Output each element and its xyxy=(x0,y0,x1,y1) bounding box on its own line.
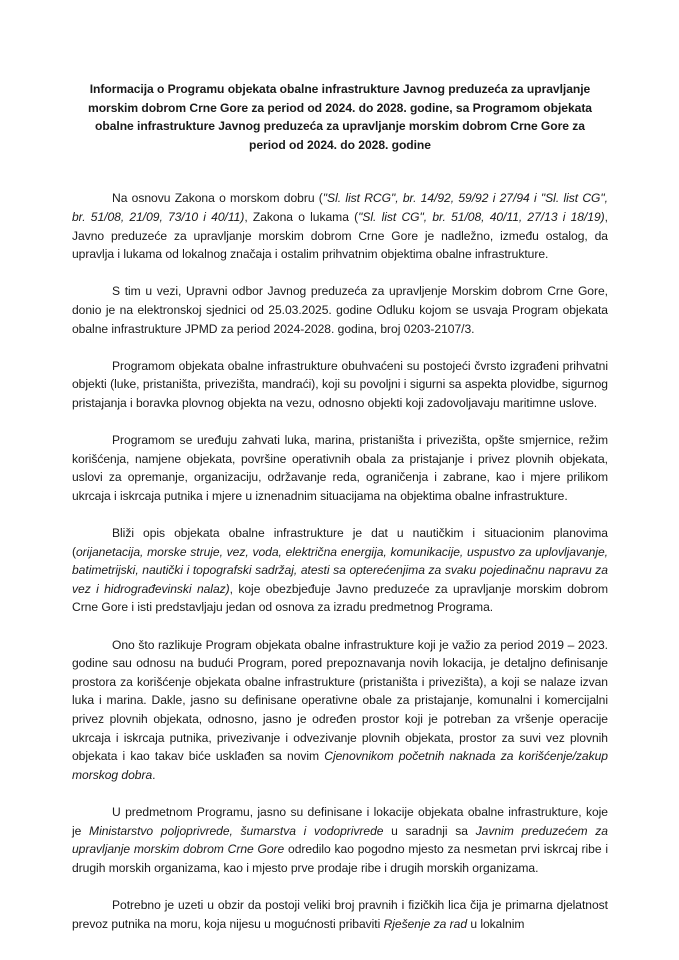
paragraph-8-text-run-2: u lokalnim xyxy=(467,916,525,931)
document-title: Informacija o Programu objekata obalne infrastrukture Javnog preduzeća za upravljanje morskim dobrom Crne Gore za period od 2024. do 2028. godine, sa Programom objekata obalne infrastrukture Javnog preduzeća za upravljanje morskim dobrom Crne Gore za period od 2024. do 2028. godine xyxy=(88,82,592,152)
paragraph-2 xyxy=(72,282,608,338)
paragraph-spacer xyxy=(72,784,608,803)
paragraph-spacer xyxy=(72,413,608,432)
paragraph-7-italic-run-1: Ministarstvo poljoprivrede, šumarstva i vodoprivrede xyxy=(89,823,384,838)
document-body xyxy=(72,189,608,933)
paragraph-2-text-run-0: S tim u vezi, Upravni odbor Javnog preduzeća za upravljenje Morskim dobrom Crne Gore, donio je na elektronskoj sjednici od 25.03.2025. godine Odluku kojom se usvaja Program objekata obalne infrastrukture JPMD za period 2024-2028. godina, broj 0203-2107/3. xyxy=(72,284,608,336)
title-body-spacer xyxy=(72,154,608,189)
paragraph-1-italic-run-3: "Sl. list CG", br. 51/08, 40/11, 27/13 i 18/19) xyxy=(358,209,605,224)
paragraph-6-text-run-0: Ono što razlikuje Program objekata obalne infrastrukture koji je važio za period 2019 – 2023. godine sau odnosu na budući Program, pored prepoznavanja novih lokacija, je detaljno definisanje prostora za korišćenje objekata obalne infrastrukture (pristaništa i privezišta), a koji se nalaze izvan luka i marina. Dakle, jasno su definisane operativne obale za pristajanje, komunalni i komercijalni privez plovnih objekata, odnosno, jasno je određen prostor koji je potreban za vršenje operacije ukrcaja i iskrcaja putnika, privezivanje i odvezivanje plovnih objekata, prostor za suvi vez plovnih objekata i kao takav biće usklađen sa novim xyxy=(72,637,608,764)
paragraph-6-italic-run-1: Cjenovnikom početnih naknada za korišćenje/zakup morskog dobra xyxy=(72,749,608,782)
paragraph-5-italic-run-1: orijanetacija, morske struje, vez, voda, električna energija, komunikacije, uspustvo za uplovljavanje, batimetrijski, nautički i topografski sadržaj, atesti sa opterećenjima za svaku pojedinačnu napravu za vez i hidrograđevinski nalaz) xyxy=(72,544,608,596)
paragraph-6-text-run-2: . xyxy=(152,767,156,782)
paragraph-spacer xyxy=(72,338,608,357)
paragraph-3 xyxy=(72,357,608,413)
paragraph-8-text-run-0: Potrebno je uzeti u obzir da postoji veliki broj pravnih i fizičkih lica čija je primarna djelatnost prevoz putnika na moru, koja nijesu u mogućnosti pribaviti xyxy=(72,897,608,931)
document-content xyxy=(72,80,608,933)
paragraph-1-italic-run-1: "Sl. list RCG", br. 14/92, 59/92 i 27/94 i "Sl. list CG", br. 51/08, 21/09, 73/10 i 40/11) xyxy=(72,191,608,224)
paragraph-5-text-run-0: Bliži opis objekata obalne infrastrukture je dat u nautičkim i situacionim planovima ( xyxy=(72,526,608,559)
paragraph-7-italic-run-3: Javnim preduzećem za upravljanje morskim dobrom Crne Gore xyxy=(72,823,608,857)
paragraph-spacer xyxy=(72,505,608,524)
paragraph-spacer xyxy=(72,264,608,283)
paragraph-5-text-run-2: , koje obezbjeđuje Javno preduzeće za upravljanje morskim dobrom Crne Gore i isti predstavljaju jedan od osnova za izradu predmetnog Programa. xyxy=(72,581,608,615)
paragraph-8 xyxy=(72,896,608,933)
paragraph-spacer xyxy=(72,877,608,896)
paragraph-7-text-run-4: odredilo kao pogodno mjesto za nesmetan prvi iskrcaj ribe i drugih morskih organizama, kao i mjesto prve prodaje ribe i drugih morskih organizama. xyxy=(72,842,608,875)
paragraph-spacer xyxy=(72,617,608,636)
paragraph-1 xyxy=(72,189,608,263)
paragraph-4 xyxy=(72,431,608,505)
paragraph-4-text-run-0: Programom se uređuju zahvati luka, marina, pristaništa i privezišta, opšte smjernice, režim korišćenja, namjene objekata, površine operativnih obala za pristajanje i privez plovnih objekata, uslovi za opremanje, organizaciju, održavanje reda, ograničenja i zabrane, kao i mjere prilikom ukrcaja i iskrcaja putnika i mjere u iznenadnim situacijama na objektima obalne infrastrukture. xyxy=(72,433,608,503)
paragraph-3-text-run-0: Programom objekata obalne infrastrukture obuhvaćeni su postojeći čvrsto izgrađeni prihvatni objekti (luke, pristaništa, privezišta, mandraći), koji su povoljni i sigurni sa aspekta plovidbe, sigurnog pristajanja i boravka plovnog objekta na vezu, odnosno objekti koji zadovoljavaju maritimne uslove. xyxy=(72,358,608,410)
paragraph-5 xyxy=(72,524,608,617)
paragraph-7 xyxy=(72,803,608,877)
paragraph-1-text-run-2: , Zakona o lukama ( xyxy=(244,209,359,224)
paragraph-8-italic-run-1: Rješenje za rad xyxy=(383,916,468,931)
paragraph-1-text-run-4: , Javno preduzeće za upravljanje morskim dobrom Crne Gore je nadležno, između ostalog, da upravlja i lukama od lokalnog značaja i ostalim prihvatnim objektima obalne infrastrukture. xyxy=(72,209,608,262)
paragraph-1-text-run-0: Na osnovu Zakona o morskom dobru ( xyxy=(112,191,323,206)
paragraph-6 xyxy=(72,636,608,785)
paragraph-7-text-run-2: u saradnji sa xyxy=(383,823,476,838)
paragraph-7-text-run-0: U predmetnom Programu, jasno su definisane i lokacije objekata obalne infrastrukture, koje je xyxy=(72,804,608,838)
